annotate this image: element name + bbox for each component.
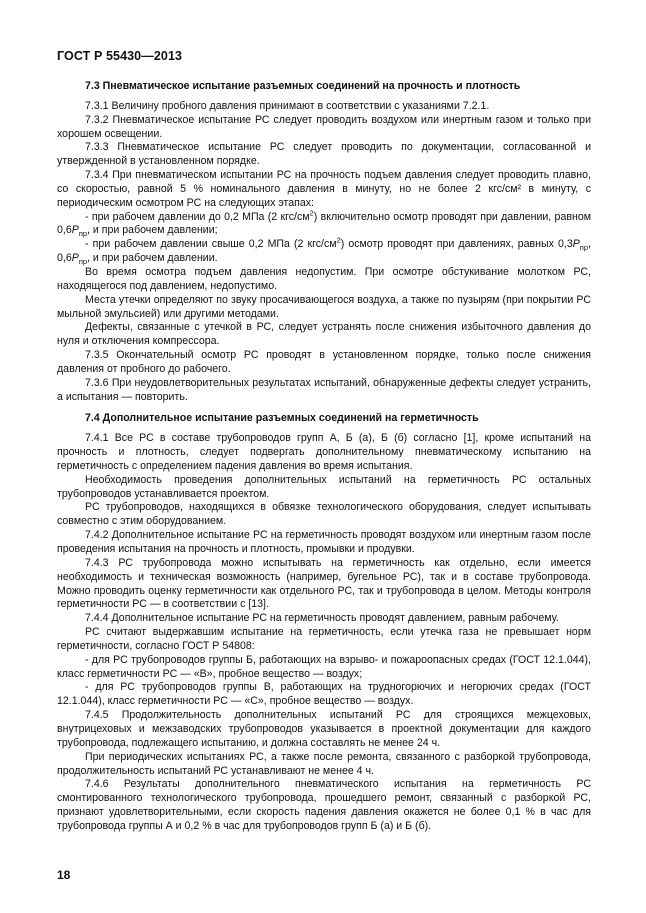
list-item-high-pressure <box>57 235 591 267</box>
text-fragment: , и при рабочем давлении. <box>87 252 218 265</box>
paragraph-7-3-2: 7.3.2 Пневматическое испытание РС следует проводить воздухом или инертным газом и только при хорошем освещении. <box>57 113 591 140</box>
text-fragment: ) осмотр проводят при давлениях, равных 0,3 <box>340 238 573 251</box>
paragraph-7-4-1: 7.4.1 Все РС в составе трубопроводов групп А, Б (а), Б (б) согласно [1], кроме испытаний на прочность и плотность, следует подвергать дополнительному пневматическому испытанию на герметичность с определением падения давления во время испытания. <box>57 432 591 472</box>
paragraph-7-4-5: 7.4.5 Продолжительность дополнительных испытаний РС для строящихся межцеховых, внутрицеховых и межзаводских трубопроводов указывается в проектной документации для каждого трубопровода, подлежащего испытанию, и должна составлять не менее 24 ч. <box>57 709 591 749</box>
paragraph-7-4-3: 7.4.3 РС трубопровода можно испытывать на герметичность как отдельно, если имеется необходимость и техническая возможность (например, бугельное РС), так и в составе трубопровода. Можно проводить оценку герметичности как отдельного РС, так и трубопровода в целом. Методы контроля герметичности РС — в соответствии с [13]. <box>57 556 591 611</box>
superscript: 2 <box>309 208 314 218</box>
paragraph-7-3-3: 7.3.3 Пневматическое испытание РС следует проводить по документации, согласованной и утвержденной в установленном порядке. <box>57 141 591 168</box>
paragraph-7-4-4: 7.4.4 Дополнительное испытание РС на герметичность проводят давлением, равным рабочему. <box>85 612 559 625</box>
symbol-p: P <box>71 252 79 265</box>
paragraph-periodic-tests: При периодических испытаниях РС, а также после ремонта, связанного с разборкой трубопровода, продолжительность испытаний РС устанавливают не менее 4 ч. <box>57 750 591 777</box>
superscript: 2 <box>336 235 341 245</box>
text-fragment: - при рабочем давлении до 0,2 МПа (2 кгс/см <box>85 210 310 223</box>
subscript: пр <box>78 229 88 239</box>
text-fragment: - при рабочем давлении свыше 0,2 МПа (2 кгс/см <box>85 238 337 251</box>
text-fragment: , 0,6 <box>57 238 591 265</box>
text-fragment: , и при рабочем давлении; <box>87 224 218 237</box>
list-item-group-v: - для РС трубопроводов группы В, работающих на трудногорючих и негорючих средах (ГОСТ 12.1.044), класс герметичности РС — «С», пробное вещество — воздух. <box>57 681 591 708</box>
paragraph-7-4-6: 7.4.6 Результаты дополнительного пневматического испытания на герметичность РС смонтированного технологического трубопровода, прошедшего ремонт, связанный с разборкой РС, признают удовлетворительными, если скорость падения давления окажется не более 0,1 % в час для трубопровода группы А и 0,2 % в час для трубопроводов групп Б (а) и Б (б). <box>57 778 591 832</box>
paragraph-additional-tests: Необходимость проведения дополнительных испытаний на герметичность РС остальных трубопроводов устанавливается проектом. <box>57 473 591 500</box>
section-7-3-heading: 7.3 Пневматическое испытание разъемных соединений на прочность и плотность <box>85 80 521 92</box>
document-code-header: ГОСТ Р 55430—2013 <box>57 49 183 63</box>
document-body <box>57 78 591 834</box>
text-fragment: ) включительно осмотр проводят при давлении, равном 0,6 <box>57 210 591 237</box>
section-7-4-heading: 7.4 Дополнительное испытание разъемных соединений на герметичность <box>85 412 479 425</box>
paragraph-7-3-4: 7.3.4 При пневматическом испытании РС на прочность подъем давления следует проводить плавно, со скоростью, равной 5 % номинального давления в минуту, но не более 2 кгс/см² в минуту, с периодическим осмотром РС на следующих этапах: <box>57 169 591 209</box>
subscript: пр <box>579 243 589 253</box>
symbol-p: P <box>71 224 79 237</box>
symbol-p: P <box>572 238 580 251</box>
paragraph-7-3-1: 7.3.1 Величину пробного давления принимают в соответствии с указаниями 7.2.1. <box>85 99 490 112</box>
paragraph-equipment: РС трубопроводов, находящихся в обвязке технологического оборудования, следует испытывать совместно с этим оборудованием. <box>57 501 591 528</box>
paragraph-7-3-6: 7.3.6 При неудовлетворительных результатах испытаний, обнаруженные дефекты следует устранить, а испытания — повторить. <box>57 376 591 403</box>
paragraph-inspection: Во время осмотра подъем давления недопустим. При осмотре обстукивание молотком РС, находящегося под давлением, недопустимо. <box>57 265 591 292</box>
page-number: 18 <box>57 868 71 882</box>
paragraph-leak-detection: Места утечки определяют по звуку просачивающегося воздуха, а также по пузырям (при покрытии РС мыльной эмульсией) или другими методами. <box>57 293 591 320</box>
paragraph-7-3-5: 7.3.5 Окончательный осмотр РС проводят в установленном порядке, только после снижения давления от пробного до рабочего. <box>57 349 591 375</box>
list-item-low-pressure <box>57 208 591 239</box>
paragraph-7-4-2: 7.4.2 Дополнительное испытание РС на герметичность проводят воздухом или инертным газом после проведения испытания на прочность и плотность, промывки и продувки. <box>57 529 591 555</box>
paragraph-tightness-criteria: РС считают выдержавшим испытание на герметичность, если утечка газа не превышает норм герметичности, согласно ГОСТ Р 54808: <box>57 626 591 652</box>
list-item-group-b: - для РС трубопроводов группы Б, работающих на взрыво- и пожароопасных средах (ГОСТ 12.1.044), класс герметичности РС — «В», пробное вещество — воздух; <box>57 653 591 680</box>
subscript: пр <box>78 257 88 267</box>
paragraph-defects: Дефекты, связанные с утечкой в РС, следует устранять после снижения избыточного давления до нуля и отключения компрессора. <box>57 321 591 348</box>
